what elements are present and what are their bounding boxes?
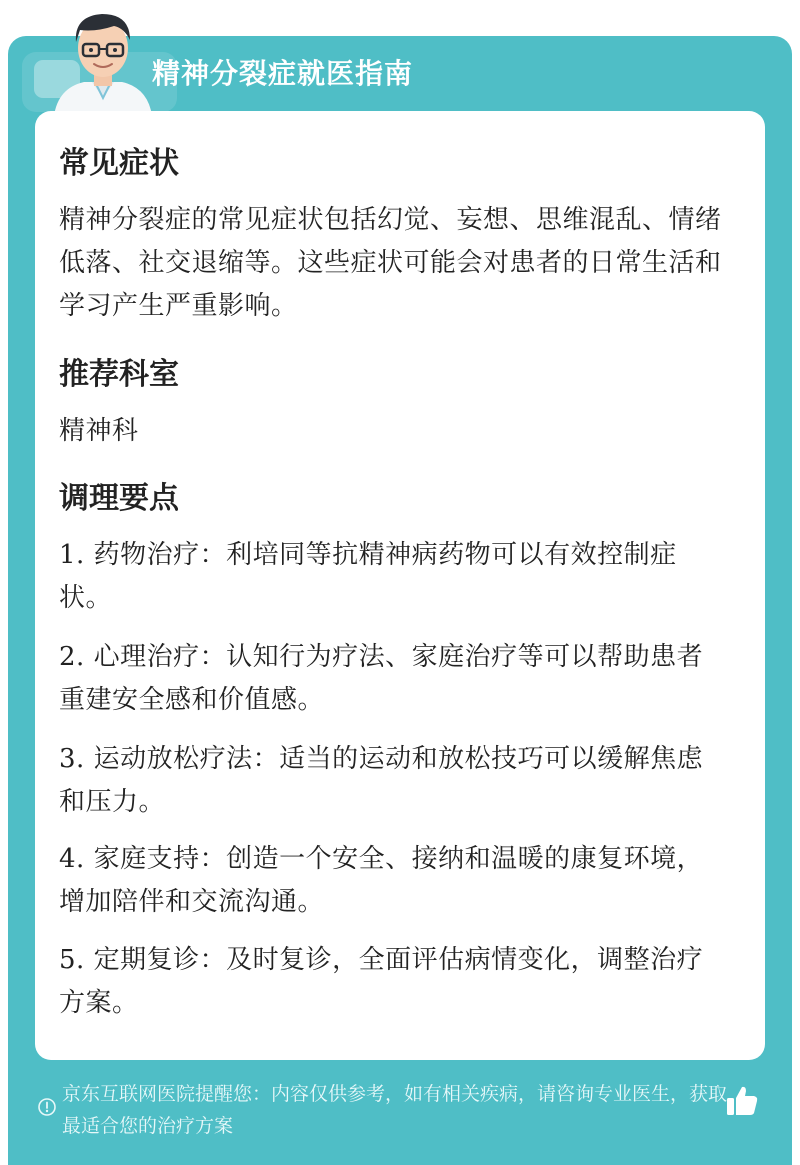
care-item-text: 心理治疗：认知行为疗法、家庭治疗等可以帮助患者重建安全感和价值感。	[59, 642, 704, 715]
care-item-number: 4.	[59, 844, 85, 874]
care-item-2	[59, 636, 729, 722]
care-item-number: 2.	[59, 642, 85, 672]
care-item-4	[59, 838, 729, 924]
care-item-text: 药物治疗：利培同等抗精神病药物可以有效控制症状。	[59, 540, 677, 613]
care-item-text: 家庭支持：创造一个安全、接纳和温暖的康复环境，增加陪伴和交流沟通。	[59, 844, 704, 917]
symptoms-body: 精神分裂症的常见症状包括幻觉、妄想、思维混乱、情绪低落、社交退缩等。这些症状可能会对患者的日常生活和学习产生严重影响。	[59, 205, 722, 321]
care-item-number: 5.	[59, 945, 85, 975]
care-title: 调理要点	[59, 481, 179, 516]
department-body: 精神科	[59, 416, 139, 446]
page-title: 精神分裂症就医指南	[152, 57, 414, 90]
content-card	[35, 111, 765, 1060]
symptoms-title: 常见症状	[59, 146, 179, 181]
info-icon	[37, 1097, 57, 1117]
care-item-number: 1.	[59, 540, 85, 570]
thumbs-up-icon[interactable]	[724, 1083, 760, 1119]
care-item-text: 运动放松疗法：适当的运动和放松技巧可以缓解焦虑和压力。	[59, 744, 704, 817]
care-item-number: 3.	[59, 744, 85, 774]
doctor-avatar-icon	[44, 6, 162, 116]
care-item-1	[59, 534, 729, 620]
footer-disclaimer: 京东互联网医院提醒您：内容仅供参考，如有相关疾病，请咨询专业医生，获取最适合您的治疗方案	[62, 1083, 728, 1137]
care-item-text: 定期复诊：及时复诊，全面评估病情变化，调整治疗方案。	[59, 945, 704, 1018]
department-title: 推荐科室	[59, 357, 179, 392]
care-item-3	[59, 738, 729, 824]
care-item-5	[59, 939, 729, 1025]
